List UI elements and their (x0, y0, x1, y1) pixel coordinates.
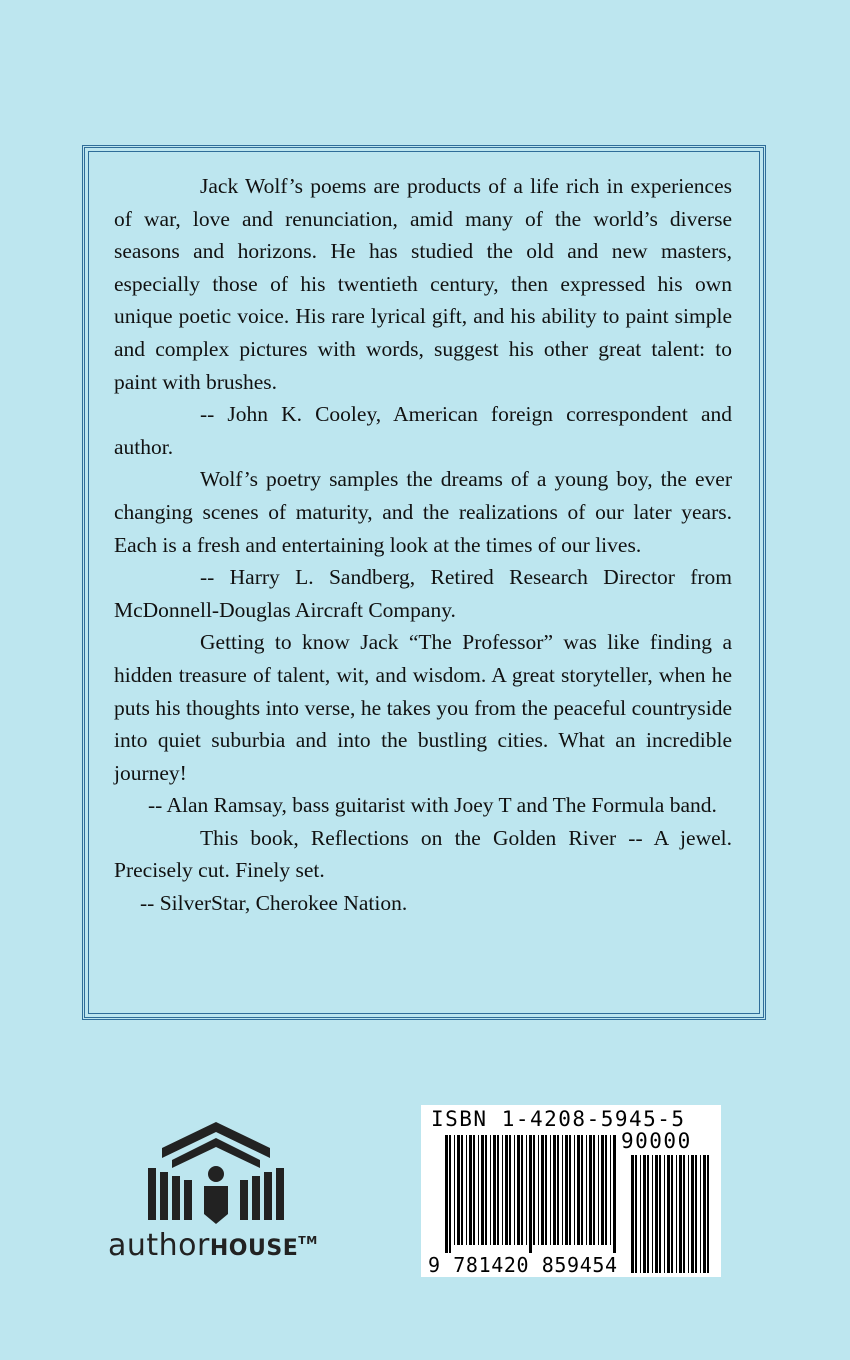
blurb-attribution-4: -- SilverStar, Cherokee Nation. (140, 891, 408, 916)
blurb-quote-2: Wolf’s poetry samples the dreams of a young boy, the ever changing scenes of maturity, and the realizations of our later years. Each is a fresh and entertaining look at the times of our lives. (114, 467, 732, 557)
isbn-label: ISBN 1-4208-5945-5 (431, 1107, 686, 1131)
price-code: 90000 (621, 1129, 692, 1153)
blurb-attribution-1: -- John K. Cooley, American foreign correspondent and author. (114, 402, 732, 459)
publisher-logo (108, 1118, 324, 1278)
ean-digits: 9 781420 859454 (428, 1253, 618, 1277)
house-book-icon (108, 1118, 324, 1228)
publisher-wordmark: authorHOUSE™ (108, 1228, 318, 1263)
blurb-attribution-2: -- Harry L. Sandberg, Retired Research Director from McDonnell-Douglas Aircraft Company. (114, 565, 732, 622)
blurb-text-block (114, 170, 732, 920)
isbn-barcode (421, 1105, 721, 1277)
blurb-quote-1: Jack Wolf’s poems are products of a life rich in experiences of war, love and renunciation, amid many of the world’s diverse seasons and horizons. He has studied the old and new masters, especially those of his twentieth century, then expressed his own unique poetic voice. His rare lyrical gift, and his ability to paint simple and complex pictures with words, suggest his other great talent: to paint with brushes. (114, 174, 732, 394)
blurb-quote-3: Getting to know Jack “The Professor” was like finding a hidden treasure of talent, wit, and wisdom. A great storyteller, when he puts his thoughts into verse, he takes you from the peaceful countryside into quiet suburbia and into the bustling cities. What an incredible journey! (114, 630, 732, 785)
blurb-attribution-3: -- Alan Ramsay, bass guitarist with Joey T and The Formula band. (148, 793, 717, 818)
blurb-quote-4: This book, Reflections on the Golden River -- A jewel. Precisely cut. Finely set. (114, 825, 732, 883)
